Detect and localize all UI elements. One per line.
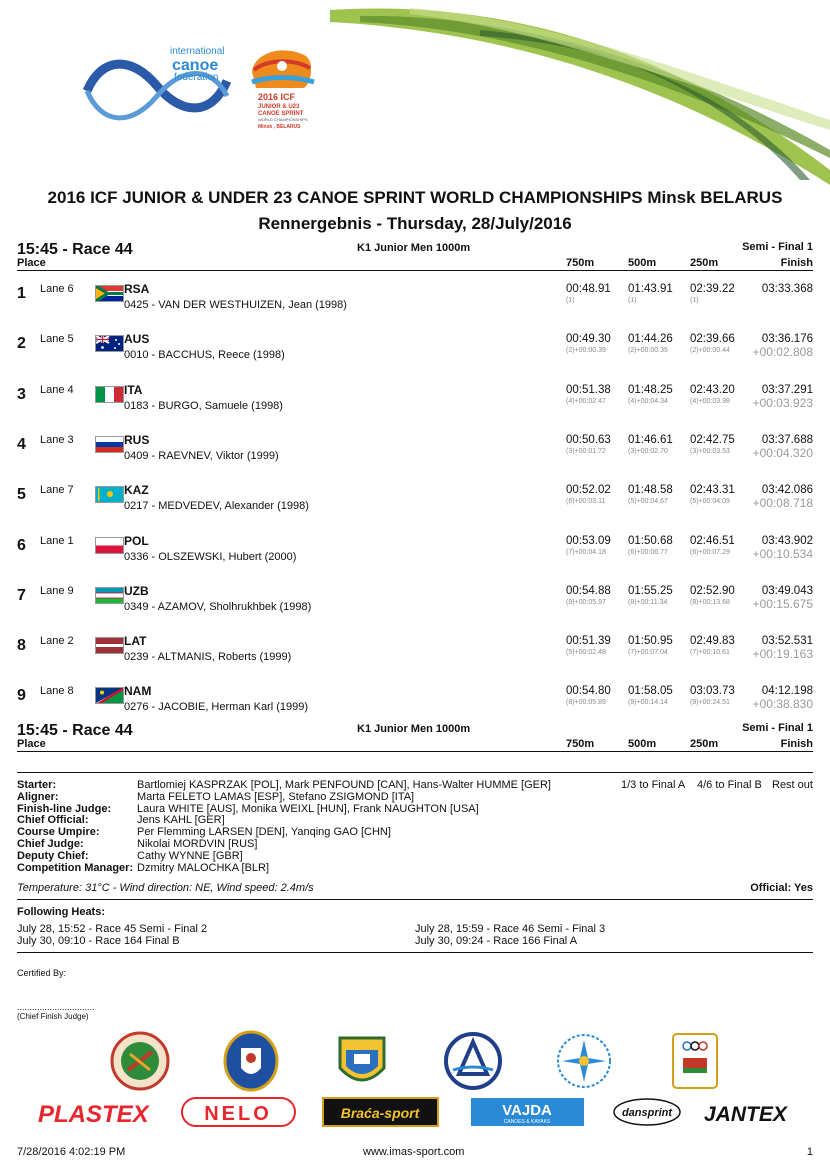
split-500m: 01:48.25	[628, 383, 673, 396]
sponsor-plastex-logo	[36, 1096, 158, 1128]
split-250m-rank: (8)+00:13.68	[690, 598, 730, 606]
split-500m-rank: (4)+00:04.34	[628, 397, 668, 405]
event-logo-text-4: WORLD CHAMPIONSHIPS	[258, 117, 308, 122]
result-nation: KAZ	[124, 483, 149, 498]
progression-rule-b: 4/6 to Final B	[697, 779, 762, 791]
split-750m: 00:49.30	[566, 333, 611, 346]
icf-logo-text-1: international	[170, 46, 225, 57]
result-athlete: 0010 - BACCHUS, Reece (1998)	[124, 349, 285, 362]
split-250m: 02:46.51	[690, 534, 735, 547]
official-names: Laura WHITE [AUS], Monika WEIXL [HUN], Frank NAUGHTON [USA]	[137, 802, 479, 815]
column-250m: 250m	[690, 738, 719, 750]
official-role: Competition Manager:	[17, 861, 134, 874]
split-750m: 00:53.09	[566, 534, 611, 547]
result-place: 6	[17, 536, 26, 554]
split-250m-rank: (4)+00:03.98	[690, 397, 730, 405]
column-750m: 750m	[566, 738, 595, 750]
finish-gap: +00:02.808	[752, 345, 813, 360]
flag-lat-icon	[95, 637, 124, 654]
finish-time: 03:37.688	[761, 433, 813, 446]
split-750m-rank: (8)+00:05.89	[566, 699, 606, 707]
split-500m-rank: (6)+00:06.77	[628, 548, 668, 556]
result-row	[17, 384, 813, 434]
column-place: Place	[17, 738, 46, 750]
progression-rule-rest: Rest out	[772, 779, 813, 791]
split-750m: 00:54.80	[566, 685, 611, 698]
result-place: 9	[17, 687, 26, 705]
icf-logo-text-3: federation	[174, 72, 219, 83]
split-500m-rank: (7)+00:07.04	[628, 649, 668, 657]
emblem-canoe-federation-seal	[110, 1030, 170, 1092]
chief-finish-judge-label: (Chief Finish Judge)	[17, 1012, 89, 1021]
result-lane: Lane 4	[40, 383, 74, 396]
following-heat: July 28, 15:52 - Race 45 Semi - Final 2	[17, 923, 208, 935]
sponsor-nelo-logo	[181, 1096, 296, 1128]
column-750m: 750m	[566, 257, 595, 269]
result-nation: LAT	[124, 634, 147, 649]
finish-time: 03:37.291	[761, 383, 813, 396]
sponsor-name: Braća-sport	[340, 1105, 420, 1121]
split-250m: 03:03.73	[690, 685, 735, 698]
result-athlete: 0276 - JACOBIE, Herman Karl (1999)	[124, 701, 309, 714]
official-role: Deputy Chief:	[17, 849, 89, 862]
split-250m-rank: (3)+00:03.53	[690, 447, 730, 455]
certified-by-label: Certified By:	[17, 968, 67, 978]
finish-time: 03:49.043	[761, 584, 813, 597]
split-750m-rank: (5)+00:02.48	[566, 649, 606, 657]
following-heats-title: Following Heats:	[17, 906, 105, 918]
emblem-city-coat-of-arms	[221, 1030, 281, 1092]
split-750m: 00:52.02	[566, 484, 611, 497]
result-nation: POL	[124, 533, 149, 548]
split-750m-rank: (1)	[566, 297, 575, 304]
official-role: Chief Official:	[17, 814, 89, 827]
result-athlete: 0425 - VAN DER WESTHUIZEN, Jean (1998)	[124, 299, 347, 311]
result-lane: Lane 9	[40, 584, 74, 597]
result-athlete: 0217 - MEDVEDEV, Alexander (1998)	[124, 500, 309, 513]
split-250m: 02:43.31	[690, 484, 735, 497]
column-500m: 500m	[628, 257, 657, 269]
split-500m: 01:58.05	[628, 685, 673, 698]
split-250m-rank: (9)+00:24.51	[690, 699, 730, 707]
split-500m: 01:50.68	[628, 534, 673, 547]
finish-time: 04:12.198	[761, 685, 813, 698]
following-heat: July 28, 15:59 - Race 46 Semi - Final 3	[415, 923, 606, 935]
finish-time: 03:36.176	[761, 333, 813, 346]
split-500m-rank: (9)+00:14.14	[628, 699, 668, 707]
emblem-olympic-committee	[665, 1030, 725, 1092]
split-750m-rank: (2)+00:00.39	[566, 347, 606, 355]
result-nation: RUS	[124, 432, 150, 447]
finish-gap: +00:08.718	[752, 496, 813, 511]
emblem-region-coat-of-arms	[332, 1030, 392, 1092]
official-names: Per Flemming LARSEN [DEN], Yanqing GAO [CHN]	[137, 826, 391, 839]
column-500m: 500m	[628, 738, 657, 750]
result-nation: RSA	[124, 282, 150, 296]
document-title: 2016 ICF JUNIOR & UNDER 23 CANOE SPRINT WORLD CHAMPIONSHIPS Minsk BELARUS	[47, 188, 783, 207]
emblem-federation-circle	[443, 1030, 503, 1092]
result-row	[17, 585, 813, 635]
race-header-bottom	[17, 722, 813, 752]
result-row	[17, 484, 813, 534]
result-row	[17, 283, 813, 333]
split-250m-rank: (2)+00:00.44	[690, 347, 730, 355]
result-lane: Lane 1	[40, 534, 74, 547]
official-role: Finish-line Judge:	[17, 802, 112, 815]
result-athlete: 0183 - BURGO, Samuele (1998)	[124, 399, 283, 412]
split-750m: 00:54.88	[566, 584, 611, 597]
column-place: Place	[17, 257, 46, 269]
column-250m: 250m	[690, 257, 719, 269]
official-names: Nikolai MORDVIN [RUS]	[137, 838, 258, 850]
race-phase: Semi - Final 1	[742, 722, 813, 734]
sponsor-name: NELO	[204, 1103, 272, 1125]
result-lane: Lane 3	[40, 433, 74, 446]
result-lane: Lane 7	[40, 484, 74, 497]
following-heat: July 30, 09:10 - Race 164 Final B	[17, 935, 180, 947]
result-nation: UZB	[124, 583, 149, 598]
event-logo-text-2: JUNIOR & U23	[258, 104, 300, 110]
finish-time: 03:42.086	[761, 484, 813, 497]
split-500m: 01:44.26	[628, 333, 673, 346]
sponsor-name: dansprint	[621, 1107, 673, 1119]
signature-line: ...............................	[17, 1002, 95, 1012]
split-750m: 00:51.38	[566, 383, 611, 396]
result-row	[17, 635, 813, 685]
flag-rsa-icon	[95, 285, 124, 302]
finish-time: 03:52.531	[761, 635, 813, 648]
split-500m: 01:55.25	[628, 584, 673, 597]
sponsor-jantex-logo	[702, 1096, 792, 1128]
split-500m-rank: (1)	[628, 297, 637, 304]
result-place: 3	[17, 385, 26, 403]
split-750m: 00:48.91	[566, 283, 611, 295]
official-names: Bartlomiej KASPRZAK [POL], Mark PENFOUND [CAN], Hans-Walter HUMME [GER]	[137, 779, 551, 791]
split-250m: 02:39.22	[690, 283, 735, 295]
result-athlete: 0349 - AZAMOV, Sholhrukhbek (1998)	[124, 600, 312, 613]
split-750m-rank: (7)+00:04.18	[566, 548, 606, 556]
sponsor-vajda-logo	[470, 1096, 585, 1128]
sponsor-dansprint-logo	[612, 1096, 682, 1128]
weather-conditions: Temperature: 31°C - Wind direction: NE, Wind speed: 2.4m/s	[17, 882, 314, 894]
divider	[17, 952, 813, 953]
result-athlete: 0409 - RAEVNEV, Viktor (1999)	[124, 449, 279, 462]
sponsor-name: PLASTEX	[38, 1101, 149, 1128]
following-heat: July 30, 09:24 - Race 166 Final A	[415, 935, 578, 947]
event-logo-text-1: 2016 ICF	[258, 92, 296, 102]
split-250m: 02:43.20	[690, 383, 735, 396]
finish-time: 03:33.368	[761, 283, 813, 295]
header-swoosh-graphic	[330, 0, 830, 200]
split-500m-rank: (8)+00:11.34	[628, 598, 668, 606]
result-row	[17, 333, 813, 383]
official-names: Cathy WYNNE [GBR]	[137, 849, 243, 862]
result-place: 2	[17, 335, 26, 353]
official-names: Jens KAHL [GER]	[137, 814, 225, 827]
official-names: Marta FELETO LAMAS [ESP], Stefano ZSIGMOND [ITA]	[137, 790, 415, 803]
result-athlete: 0336 - OLSZEWSKI, Hubert (2000)	[124, 550, 297, 563]
split-500m: 01:43.91	[628, 283, 673, 295]
event-logo-text-5: Minsk , BELARUS	[258, 124, 301, 130]
split-250m-rank: (6)+00:07.29	[690, 548, 730, 556]
finish-gap: +00:38.830	[752, 697, 813, 712]
result-place: 7	[17, 586, 26, 604]
finish-time: 03:43.902	[761, 534, 813, 547]
result-place: 4	[17, 435, 26, 453]
split-750m-rank: (6)+00:03.11	[566, 498, 606, 506]
result-nation: NAM	[124, 684, 152, 699]
divider	[17, 899, 813, 900]
result-nation: ITA	[124, 382, 143, 397]
race-event: K1 Junior Men 1000m	[357, 242, 471, 254]
split-500m-rank: (5)+00:04.67	[628, 498, 668, 506]
split-250m-rank: (7)+00:10.61	[690, 649, 730, 657]
official-names: Dzmitry MALOCHKA [BLR]	[137, 861, 270, 874]
result-nation: AUS	[124, 332, 150, 347]
split-250m: 02:52.90	[690, 584, 735, 597]
race-event: K1 Junior Men 1000m	[357, 723, 471, 735]
divider	[17, 772, 813, 773]
result-lane: Lane 2	[40, 635, 74, 648]
result-place: 8	[17, 637, 26, 655]
flag-aus-icon	[95, 335, 124, 352]
split-250m: 02:49.83	[690, 635, 735, 648]
result-lane: Lane 5	[40, 333, 74, 346]
split-250m-rank: (1)	[690, 297, 699, 304]
website-link[interactable]: www.imas-sport.com	[363, 1146, 465, 1158]
split-750m: 00:51.39	[566, 635, 611, 648]
split-500m: 01:48.58	[628, 484, 673, 497]
split-250m: 02:39.66	[690, 333, 735, 346]
finish-gap: +00:19.163	[752, 647, 813, 662]
official-status: Official: Yes	[750, 882, 813, 894]
flag-uzb-icon	[95, 587, 124, 604]
split-750m: 00:50.63	[566, 433, 611, 446]
split-750m-rank: (3)+00:01.72	[566, 447, 606, 455]
official-role: Course Umpire:	[17, 826, 100, 839]
split-750m-rank: (9)+00:05.97	[566, 598, 606, 606]
finish-gap: +00:04.320	[752, 445, 813, 460]
official-role: Chief Judge:	[17, 838, 84, 850]
result-place: 5	[17, 486, 26, 504]
column-finish: Finish	[780, 257, 813, 269]
official-role: Aligner:	[17, 790, 59, 803]
icf-logo-text-2: canoe	[172, 57, 219, 74]
split-250m-rank: (5)+00:04.09	[690, 498, 730, 506]
race-header-top	[17, 241, 813, 271]
result-lane: Lane 6	[40, 283, 74, 295]
sponsor-name: VAJDA	[502, 1102, 552, 1119]
split-750m-rank: (4)+00:02.47	[566, 397, 606, 405]
result-row	[17, 535, 813, 585]
split-500m: 01:50.95	[628, 635, 673, 648]
icf-federation-logo	[82, 36, 232, 136]
document-subtitle: Rennergebnis - Thursday, 28/July/2016	[258, 214, 572, 233]
column-finish: Finish	[780, 738, 813, 750]
official-role: Starter:	[17, 779, 57, 791]
sponsor-name: JANTEX	[704, 1103, 787, 1126]
finish-gap: +00:15.675	[752, 596, 813, 611]
flag-pol-icon	[95, 537, 124, 554]
event-logo	[244, 42, 324, 137]
sponsor-braca-sport-logo	[322, 1096, 439, 1128]
result-row	[17, 434, 813, 484]
split-500m-rank: (3)+00:02.70	[628, 447, 668, 455]
race-phase: Semi - Final 1	[742, 241, 813, 253]
result-lane: Lane 8	[40, 685, 74, 698]
finish-gap: +00:03.923	[752, 395, 813, 410]
result-place: 1	[17, 285, 26, 302]
page-number: 1	[806, 1146, 813, 1158]
finish-gap: +00:10.534	[752, 546, 813, 561]
split-250m: 02:42.75	[690, 433, 735, 446]
split-500m: 01:46.61	[628, 433, 673, 446]
race-title: 15:45 - Race 44	[17, 241, 133, 258]
flag-kaz-icon	[95, 486, 124, 503]
result-athlete: 0239 - ALTMANIS, Roberts (1999)	[124, 651, 292, 664]
sponsor-subtitle: CANOES & KAYAKS	[503, 1119, 551, 1125]
progression-rule-a: 1/3 to Final A	[621, 779, 686, 791]
flag-rus-icon	[95, 436, 124, 453]
emblem-ministry-sport	[554, 1030, 614, 1092]
print-timestamp: 7/28/2016 4:02:19 PM	[17, 1146, 126, 1158]
flag-ita-icon	[95, 386, 124, 403]
event-logo-text-3: CANOE SPRINT	[258, 111, 304, 117]
split-500m-rank: (2)+00:00.35	[628, 347, 668, 355]
race-title: 15:45 - Race 44	[17, 722, 133, 739]
flag-nam-icon	[95, 687, 124, 704]
